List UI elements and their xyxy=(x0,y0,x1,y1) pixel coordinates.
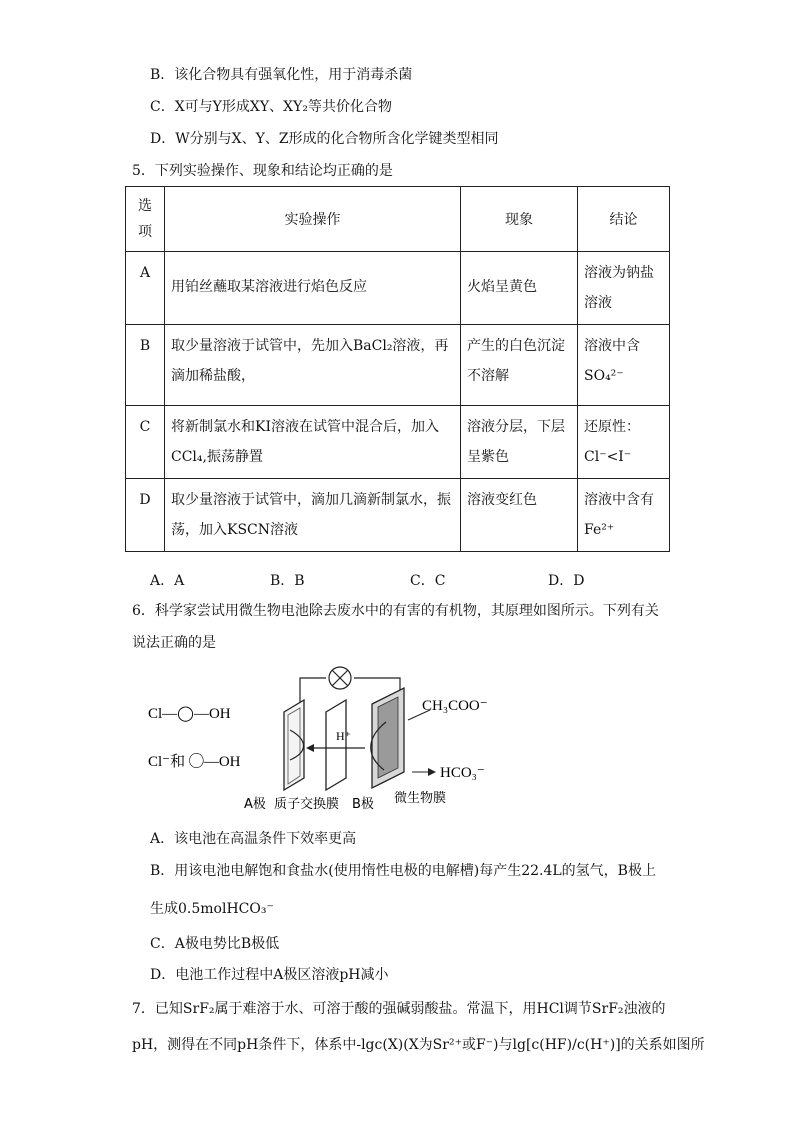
table-row xyxy=(126,479,670,552)
q6-option-d: D．电池工作过程中A极区溶液pH减小 xyxy=(150,967,389,983)
product-top: CH₃COO⁻ xyxy=(422,698,488,714)
q5-stem: 5．下列实验操作、现象和结论均正确的是 xyxy=(132,163,393,179)
row-conclusion: 还原性：Cl⁻<I⁻ xyxy=(578,406,670,479)
q5-answers xyxy=(150,570,670,588)
row-operation: 取少量溶液于试管中，先加入BaCl₂溶液，再滴加稀盐酸， xyxy=(165,325,461,406)
table-row xyxy=(126,325,670,406)
q6-option-c: C．A极电势比B极低 xyxy=(150,936,280,952)
reactant-top: Cl—◯—OH xyxy=(148,706,231,722)
row-phenomenon: 溶液分层，下层呈紫色 xyxy=(461,406,578,479)
electrode-a xyxy=(284,700,304,790)
lamp-icon xyxy=(329,667,351,689)
table-header-row xyxy=(126,187,670,252)
row-key: B xyxy=(126,325,165,406)
answer-c: C．C xyxy=(410,573,446,589)
q6-stem-line1: 6．科学家尝试用微生物电池除去废水中的有害的有机物，其原理如图所示。下列有关 xyxy=(132,603,659,619)
q6-option-b-cont: 生成0.5molHCO₃⁻ xyxy=(150,901,274,917)
proton-label: H⁺ xyxy=(336,729,351,743)
table-row xyxy=(126,252,670,325)
row-key: D xyxy=(126,479,165,552)
label-b: B极 xyxy=(352,797,374,812)
label-membrane: 质子交换膜 xyxy=(274,797,340,812)
answer-a: A．A xyxy=(150,573,185,589)
q4-option-b: B．该化合物具有强氧化性，用于消毒杀菌 xyxy=(150,67,413,83)
row-phenomenon: 产生的白色沉淀不溶解 xyxy=(461,325,578,406)
header-operation: 实验操作 xyxy=(165,187,461,252)
header-phenomenon: 现象 xyxy=(461,187,578,252)
answer-d: D．D xyxy=(548,573,585,589)
biofilm xyxy=(378,697,398,778)
header-conclusion: 结论 xyxy=(578,187,670,252)
row-key: A xyxy=(126,252,165,325)
q7-line1: 7．已知SrF₂属于难溶于水、可溶于酸的强碱弱酸盐。常温下，用HCl调节SrF₂浊液的 xyxy=(132,1001,666,1017)
row-conclusion: 溶液中含有Fe²⁺ xyxy=(578,479,670,552)
q6-option-a: A．该电池在高温条件下效率更高 xyxy=(150,831,357,847)
q6-option-b: B．用该电池电解饱和食盐水(使用惰性电极的电解槽)每产生22.4L的氢气，B极上 xyxy=(150,863,656,879)
proton-membrane xyxy=(326,700,346,790)
product-bottom: HCO₃⁻ xyxy=(440,765,485,781)
row-phenomenon: 火焰呈黄色 xyxy=(461,252,578,325)
q5-table xyxy=(125,186,670,552)
table-row xyxy=(126,406,670,479)
row-key: C xyxy=(126,406,165,479)
q7-line2: pH，测得在不同pH条件下，体系中-lgc(X)(X为Sr²⁺或F⁻)与lg[c(HF)/c(H⁺)]的关系如图所 xyxy=(132,1037,705,1053)
cell-diagram-svg xyxy=(140,660,488,830)
row-operation: 取少量溶液于试管中，滴加几滴新制氯水，振荡，加入KSCN溶液 xyxy=(165,479,461,552)
row-operation: 将新制氯水和KI溶液在试管中混合后，加入CCl₄,振荡静置 xyxy=(165,406,461,479)
row-conclusion: 溶液为钠盐溶液 xyxy=(578,252,670,325)
header-option: 选项 xyxy=(126,187,165,252)
row-phenomenon: 溶液变红色 xyxy=(461,479,578,552)
answer-b: B．B xyxy=(270,573,305,589)
q4-option-c: C．X可与Y形成XY、XY₂等共价化合物 xyxy=(150,99,392,115)
cell-diagram xyxy=(140,660,488,830)
label-biofilm: 微生物膜 xyxy=(394,791,447,806)
q6-stem-line2: 说法正确的是 xyxy=(132,635,216,651)
row-operation: 用铂丝蘸取某溶液进行焰色反应 xyxy=(165,252,461,325)
q4-option-d: D．W分别与X、Y、Z形成的化合物所含化学键类型相同 xyxy=(150,131,499,147)
reactant-bottom: Cl⁻和 ◯—OH xyxy=(148,754,241,770)
label-a: A极 xyxy=(244,797,266,812)
row-conclusion: 溶液中含SO₄²⁻ xyxy=(578,325,670,406)
